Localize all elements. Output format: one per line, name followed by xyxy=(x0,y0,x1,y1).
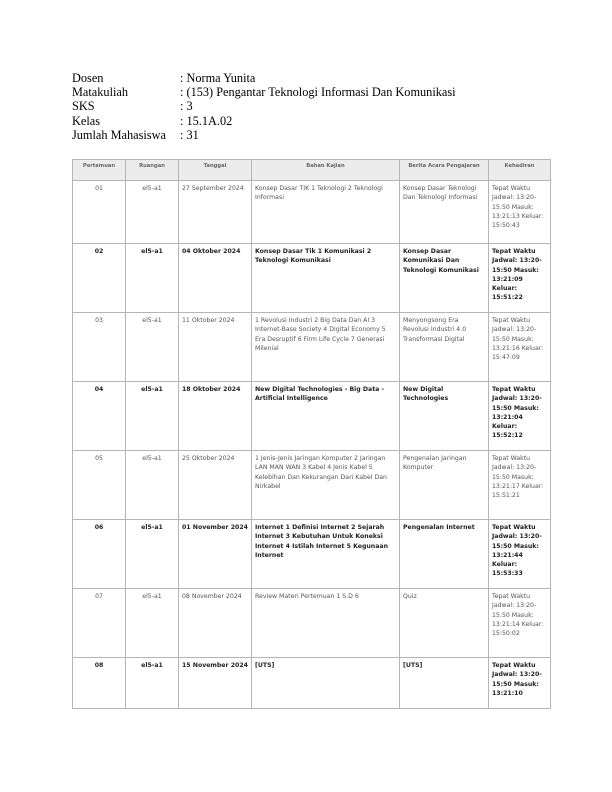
cell-kehadiran: Tepat Waktu Jadwal: 13:20-15:50 Masuk: 13:21:44 Keluar: 15:53:33 xyxy=(489,520,551,589)
cell-berita-acara: [UTS] xyxy=(400,658,489,709)
table-row xyxy=(73,181,551,244)
jumlah-value: : 31 xyxy=(180,127,199,142)
cell-ruangan: el5-a1 xyxy=(126,313,179,382)
cell-pertemuan: 08 xyxy=(73,658,126,709)
cell-tanggal: 27 September 2024 xyxy=(179,181,252,244)
cell-pertemuan: 01 xyxy=(73,181,126,244)
cell-tanggal: 25 Oktober 2024 xyxy=(179,451,252,520)
cell-berita-acara: Pengenalan Jaringan Komputer xyxy=(400,451,489,520)
cell-ruangan: el5-a1 xyxy=(126,244,179,313)
kelas-value: : 15.1A.02 xyxy=(180,113,233,128)
table-row xyxy=(73,244,551,313)
cell-berita-acara: Konsep Dasar Komunikasi Dan Teknologi Komunikasi xyxy=(400,244,489,313)
sks-label: SKS xyxy=(72,99,95,114)
jumlah-label: Jumlah Mahasiswa xyxy=(72,127,166,142)
cell-ruangan: el5-a1 xyxy=(126,658,179,709)
cell-pertemuan: 04 xyxy=(73,382,126,451)
col-header-bahan-kajian: Bahan Kajian xyxy=(252,160,400,181)
cell-kehadiran: Tepat Waktu Jadwal: 13:20-15:50 Masuk: 13:21:09 Keluar: 15:51:22 xyxy=(489,244,551,313)
cell-tanggal: 11 Oktober 2024 xyxy=(179,313,252,382)
cell-kehadiran: Tepat Waktu Jadwal: 13:20-15:50 Masuk: 13:21:16 Keluar: 15:47:09 xyxy=(489,313,551,382)
table-row xyxy=(73,451,551,520)
table-header-row xyxy=(73,160,551,181)
cell-pertemuan: 02 xyxy=(73,244,126,313)
cell-pertemuan: 07 xyxy=(73,589,126,658)
table-row xyxy=(73,313,551,382)
dosen-label: Dosen xyxy=(72,71,104,85)
jumlah-row xyxy=(72,128,456,142)
cell-berita-acara: Quiz xyxy=(400,589,489,658)
table-row xyxy=(73,382,551,451)
cell-ruangan: el5-a1 xyxy=(126,451,179,520)
table-row xyxy=(73,658,551,709)
dosen-value: : Norma Yunita xyxy=(180,71,256,85)
cell-pertemuan: 05 xyxy=(73,451,126,520)
cell-bahan-kajian: Konsep Dasar Tik 1 Komunikasi 2 Teknologi Komunikasi xyxy=(252,244,400,313)
cell-bahan-kajian: 1 Revolusi Industri 2 Big Data Dan AI 3 Internet-Base Society 4 Digital Economy 5 Era Desruptif 6 Firm Life Cycle 7 Generasi Milenial xyxy=(252,313,400,382)
attendance-table xyxy=(72,159,551,709)
col-header-berita-acara: Berita Acara Pengajaran xyxy=(400,160,489,181)
cell-kehadiran: Tepat Waktu Jadwal: 13:20-15:50 Masuk: 13:21:04 Keluar: 15:52:12 xyxy=(489,382,551,451)
sks-row xyxy=(72,99,456,113)
dosen-row xyxy=(72,71,456,85)
kelas-label: Kelas xyxy=(72,113,100,128)
cell-tanggal: 04 Oktober 2024 xyxy=(179,244,252,313)
matakuliah-row xyxy=(72,85,456,99)
cell-tanggal: 01 November 2024 xyxy=(179,520,252,589)
cell-berita-acara: Konsep Dasar Teknologi Dan Teknologi Informasi xyxy=(400,181,489,244)
matakuliah-value: : (153) Pengantar Teknologi Informasi Dan Komunikasi xyxy=(180,85,456,100)
cell-kehadiran: Tepat Waktu Jadwal: 13:20-15:50 Masuk: 13:21:14 Keluar: 15:50:02 xyxy=(489,589,551,658)
cell-berita-acara: New Digital Technologies xyxy=(400,382,489,451)
cell-ruangan: el5-a1 xyxy=(126,382,179,451)
cell-bahan-kajian: New Digital Technologies - Big Data - Artificial Intelligence xyxy=(252,382,400,451)
cell-kehadiran: Tepat Waktu Jadwal: 13:20-15:50 Masuk: 13:21:13 Keluar: 15:50:43 xyxy=(489,181,551,244)
cell-pertemuan: 03 xyxy=(73,313,126,382)
cell-bahan-kajian: Konsep Dasar TIK 1 Teknologi 2 Teknologi Informasi xyxy=(252,181,400,244)
cell-bahan-kajian: Review Materi Pertemuan 1 S.D 6 xyxy=(252,589,400,658)
cell-ruangan: el5-a1 xyxy=(126,181,179,244)
col-header-pertemuan: Pertemuan xyxy=(73,160,126,181)
cell-tanggal: 08 November 2024 xyxy=(179,589,252,658)
col-header-kehadiran: Kehadiran xyxy=(489,160,551,181)
cell-bahan-kajian: [UTS] xyxy=(252,658,400,709)
kelas-row xyxy=(72,114,456,128)
cell-ruangan: el5-a1 xyxy=(126,520,179,589)
cell-berita-acara: Pengenalan Internet xyxy=(400,520,489,589)
cell-kehadiran: Tepat Waktu Jadwal: 13:20-15:50 Masuk: 13:21:10 xyxy=(489,658,551,709)
cell-tanggal: 15 November 2024 xyxy=(179,658,252,709)
matakuliah-label: Matakuliah xyxy=(72,85,129,100)
cell-bahan-kajian: 1 Jenis-Jenis Jaringan Komputer 2 Jaringan LAN MAN WAN 3 Kabel 4 Jenis Kabel 5 Kelebihan Dan Kekurangan Dari Kabel Dan Nirkabel xyxy=(252,451,400,520)
col-header-tanggal: Tanggal xyxy=(179,160,252,181)
cell-kehadiran: Tepat Waktu Jadwal: 13:20-15:50 Masuk: 13:21:17 Keluar: 15:51:21 xyxy=(489,451,551,520)
cell-berita-acara: Menyongsong Era Revolusi Industri 4.0 Transformasi Digital xyxy=(400,313,489,382)
cell-ruangan: el5-a1 xyxy=(126,589,179,658)
table-row xyxy=(73,589,551,658)
col-header-ruangan: Ruangan xyxy=(126,160,179,181)
course-info xyxy=(72,71,456,142)
cell-bahan-kajian: Internet 1 Definisi Internet 2 Sejarah Internet 3 Kebutuhan Untuk Koneksi Internet 4 Istilah Internet 5 Kegunaan Internet xyxy=(252,520,400,589)
cell-pertemuan: 06 xyxy=(73,520,126,589)
table-row xyxy=(73,520,551,589)
cell-tanggal: 18 Oktober 2024 xyxy=(179,382,252,451)
sks-value: : 3 xyxy=(180,99,193,114)
